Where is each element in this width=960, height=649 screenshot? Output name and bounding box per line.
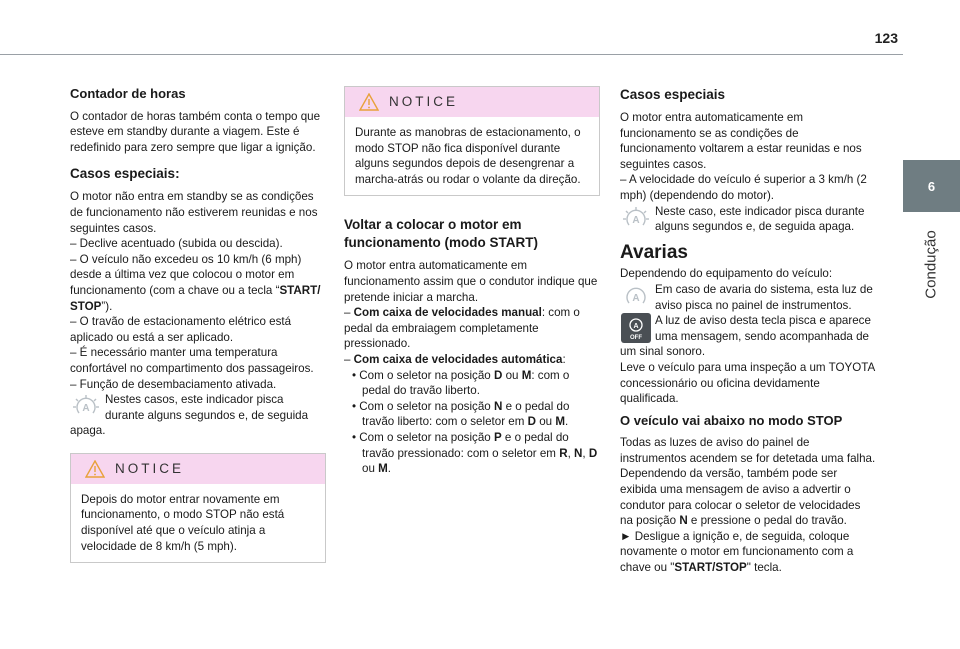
special-intro: O motor não entra em standby se as condições de funcionamento não estiverem reunidas e nos seguintes casos.: [70, 190, 318, 235]
list-item: – Função de desembaciamento ativada.: [70, 377, 277, 391]
stop-start-off-button-icon: [620, 313, 652, 343]
column-2: [344, 86, 600, 477]
list-item: • Com o seletor na posição D ou M: com o pedal do travão liberto.: [352, 368, 570, 398]
special-text: O motor entra automaticamente em funcionamento se as condições de funcionamento voltarem a estar reunidas e nos seguintes casos.: [620, 111, 862, 171]
auto-stop-indicator-icon: [620, 204, 652, 234]
fault-advice: Leve o veículo para uma inspeção a um TOYOTA concessionário ou oficina devidamente qualificada.: [620, 360, 875, 406]
warning-icon: [85, 460, 105, 478]
list-item: – É necessário manter uma temperatura confortável no compartimento dos passageiros.: [70, 346, 314, 375]
stop-text: Todas as luzes de aviso do painel de instrumentos acendem se for detetada uma falha.: [620, 436, 876, 465]
svg-text:A: A: [633, 323, 639, 331]
fault-item: A Em caso de avaria do sistema, esta luz de aviso pisca no painel de instrumentos.: [620, 282, 876, 313]
hours-title: Contador de horas: [70, 86, 186, 101]
svg-text:A: A: [632, 292, 640, 304]
stop-text-2: Dependendo da versão, também pode ser exibida uma mensagem de aviso a advertir o condutor para colocar o seletor de velocidades na posição N e pressione o pedal do travão.: [620, 467, 861, 528]
list-item: – Com caixa de velocidades manual: com o pedal da embraiagem completamente pressionado.: [344, 306, 580, 351]
blink-note: A Nestes casos, este indicador pisca durante alguns segundos e, de seguida apaga.: [70, 393, 309, 438]
list-item: – Declive acentuado (subida ou descida).: [70, 237, 283, 251]
list-item: • Com o seletor na posição P e o pedal do travão pressionado: com o seletor em R, N, D ou M.: [352, 430, 598, 476]
chapter-title: Condução: [923, 229, 941, 299]
faults-title: Avarias: [620, 241, 688, 263]
list-item: – O veículo não excedeu os 10 km/h (6 mph) desde a última vez que colocou o motor em funcionamento (com a chave ou a tecla “START/ STOP”).: [70, 252, 321, 313]
hours-text: O contador de horas também conta o tempo que esteve em standby durante a viagem. Este é redefinido para zero sempre que ligar a ignição.: [70, 109, 321, 154]
header-rule: [0, 54, 903, 55]
column-1: [70, 86, 326, 573]
list-item: • Com o seletor na posição N e o pedal do travão liberto: com o seletor em D ou M.: [352, 399, 570, 429]
auto-stop-fault-icon: [620, 282, 652, 312]
list-item: – O travão de estacionamento elétrico está aplicado ou está a ser aplicado.: [70, 315, 292, 344]
blink-note: A Neste caso, este indicador pisca durante alguns segundos e, de seguida apaga.: [620, 204, 876, 235]
chapter-tab[interactable]: [903, 0, 960, 649]
notice-header: NOTICE: [71, 454, 325, 484]
svg-text:A: A: [632, 214, 640, 226]
stop-action: ► Desligue a ignição e, de seguida, coloque novamente o motor em funcionamento com a chave ou "START/STOP" tecla.: [620, 529, 854, 575]
page-number: 123: [874, 30, 898, 46]
restart-title: Voltar a colocar o motor em funcionamento (modo START): [344, 217, 538, 251]
notice-box: [70, 453, 326, 563]
warning-icon: [359, 93, 379, 111]
notice-text: Durante as manobras de estacionamento, o modo STOP não fica disponível durante alguns segundos depois de desengrenar a marcha-atrás ou rodar o volante da direção.: [355, 126, 581, 186]
svg-text:A: A: [82, 403, 90, 415]
notice-header: NOTICE: [345, 87, 599, 117]
auto-stop-indicator-icon: [70, 392, 102, 422]
list-item: – Com caixa de velocidades automática:: [344, 352, 566, 366]
stop-title: O veículo vai abaixo no modo STOP: [620, 412, 843, 428]
special-title: Casos especiais:: [70, 166, 180, 182]
svg-text:OFF: OFF: [630, 335, 642, 342]
chapter-number: 6: [903, 160, 960, 212]
faults-intro: Dependendo do equipamento do veículo:: [620, 267, 833, 281]
column-3: [620, 86, 876, 576]
fault-item: A OFF A luz de aviso desta tecla pisca e aparece uma mensagem, sendo acompanhada de um sinal sonoro.: [620, 314, 871, 359]
notice-text: Depois do motor entrar novamente em funcionamento, o modo STOP não está disponível até que o veículo atinja a velocidade de 8 km/h (5 mph).: [81, 492, 285, 553]
special-title: Casos especiais: [620, 87, 726, 102]
restart-intro: O motor entra automaticamente em funcionamento assim que o condutor indique que pretende iniciar a marcha.: [344, 259, 598, 304]
list-item: – A velocidade do veículo é superior a 3 km/h (2 mph) (dependendo do motor).: [620, 173, 867, 202]
notice-box: [344, 86, 600, 196]
